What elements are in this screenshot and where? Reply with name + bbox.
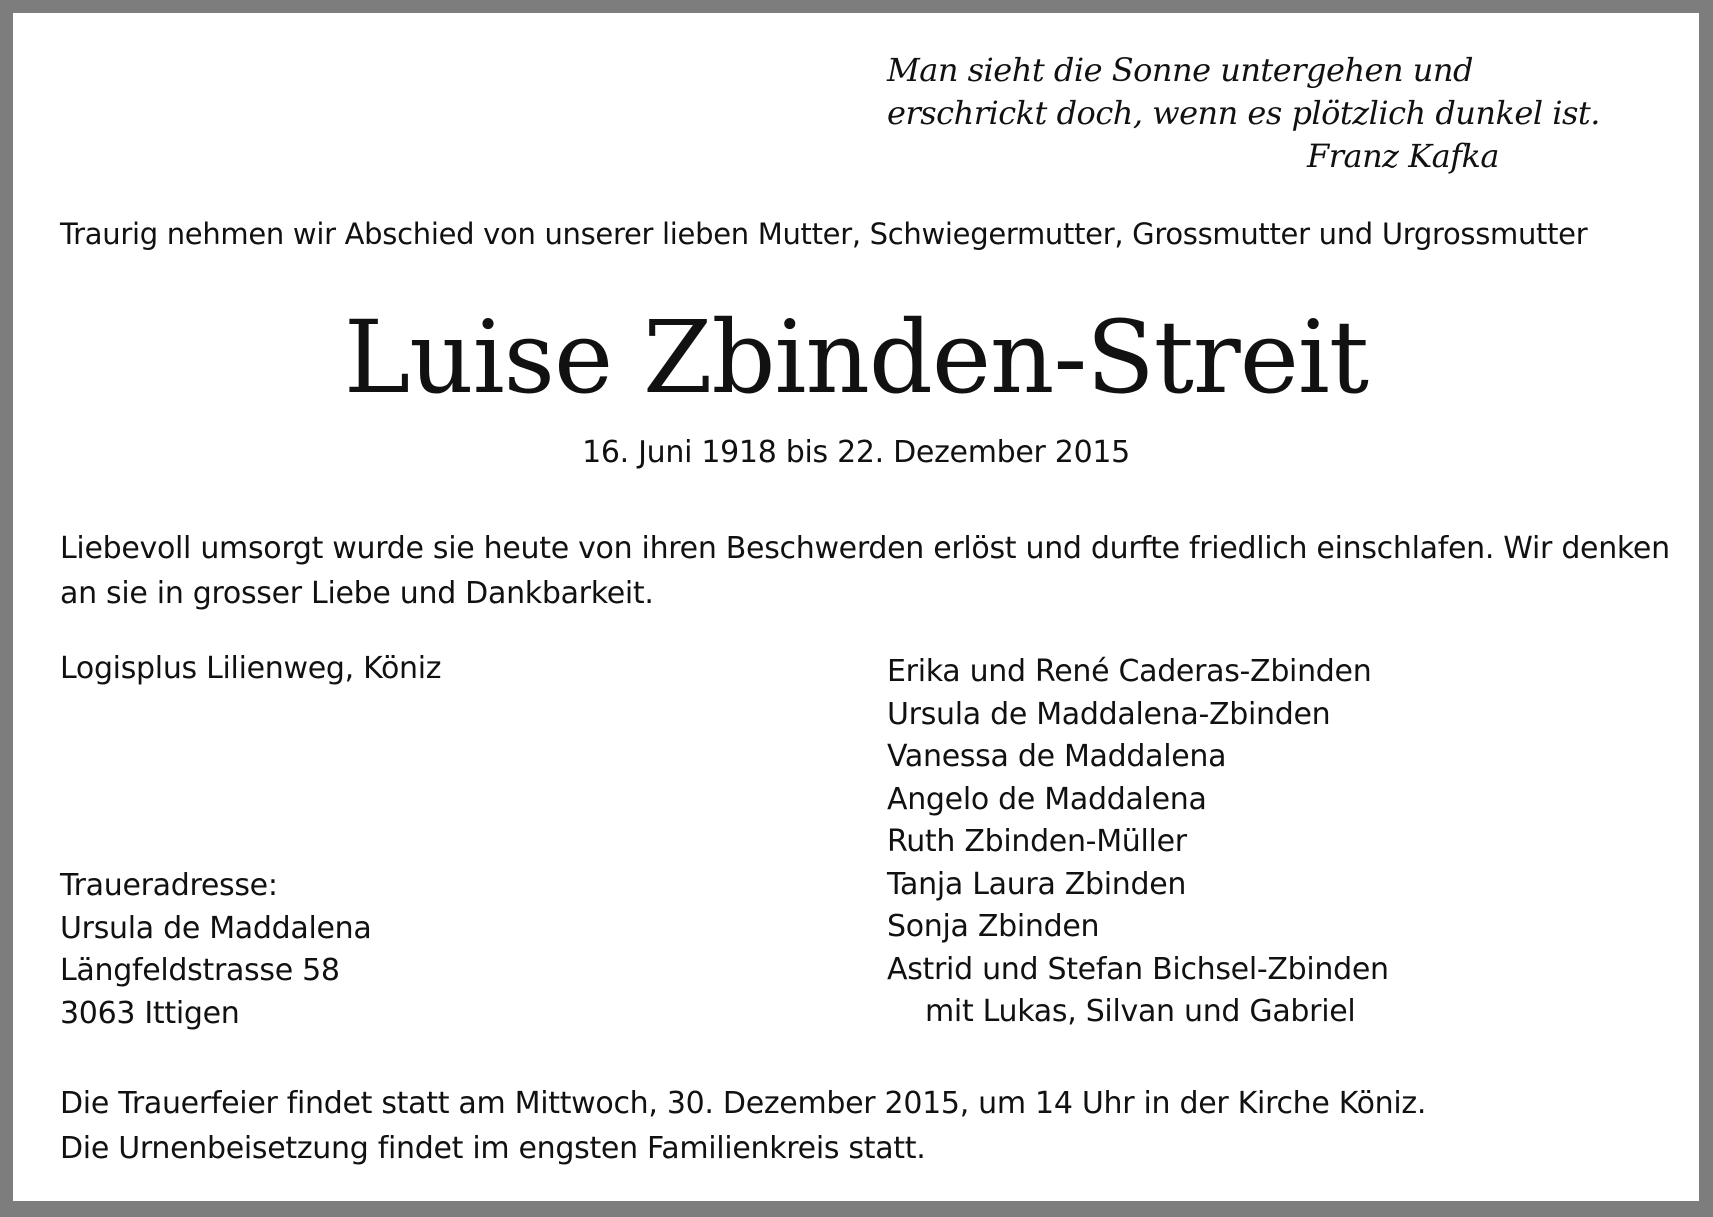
mourner-entry: Ursula de Maddalena-Zbinden (887, 696, 1331, 732)
quote-line: erschrickt doch, wenn es plötzlich dunkel ist. (887, 94, 1600, 132)
address-name: Ursula de Maddalena (60, 910, 372, 946)
kafka-quote (887, 49, 1600, 178)
intro-text: Traurig nehmen wir Abschied von unserer lieben Mutter, Schwiegermutter, Grossmutter und Urgrossmutter (60, 217, 1588, 251)
mourners-list (887, 651, 1389, 1034)
mourner-entry: Sonja Zbinden (887, 909, 1100, 944)
mourner-entry: Astrid und Stefan Bichsel-Zbinden (887, 951, 1389, 987)
remembrance-message (60, 526, 1670, 616)
residence-location: Logisplus Lilienweg, Köniz (60, 651, 442, 686)
mourner-entry: Ruth Zbinden-Müller (887, 824, 1187, 859)
obituary-notice (13, 13, 1699, 1201)
mourner-entry: Vanessa de Maddalena (887, 739, 1227, 774)
funeral-service-text: Die Trauerfeier findet statt am Mittwoch, 30. Dezember 2015, um 14 Uhr in der Kirche Köniz. (60, 1086, 1427, 1121)
mourner-entry-children: mit Lukas, Silvan und Gabriel (925, 994, 1356, 1029)
address-city: 3063 Ittigen (60, 995, 240, 1031)
urn-burial-text: Die Urnenbeisetzung findet im engsten Familienkreis statt. (60, 1131, 926, 1166)
address-label: Traueradresse: (60, 868, 278, 903)
service-details (60, 1081, 1426, 1171)
mourner-entry: Tanja Laura Zbinden (887, 866, 1187, 902)
message-line: Liebevoll umsorgt wurde sie heute von ihren Beschwerden erlöst und durfte friedlich einschlafen. Wir denken (60, 531, 1670, 566)
deceased-name: Luise Zbinden-Streit (343, 299, 1369, 416)
mourner-entry: Angelo de Maddalena (887, 781, 1207, 817)
message-line: an sie in grosser Liebe und Dankbarkeit. (60, 576, 654, 611)
address-street: Längfeldstrasse 58 (60, 953, 340, 988)
mourning-address (60, 865, 371, 1035)
life-dates: 16. Juni 1918 bis 22. Dezember 2015 (582, 435, 1130, 470)
mourner-entry: Erika und René Caderas-Zbinden (887, 654, 1372, 689)
quote-line: Man sieht die Sonne untergehen und (887, 51, 1473, 89)
quote-author: Franz Kafka (1306, 137, 1499, 175)
